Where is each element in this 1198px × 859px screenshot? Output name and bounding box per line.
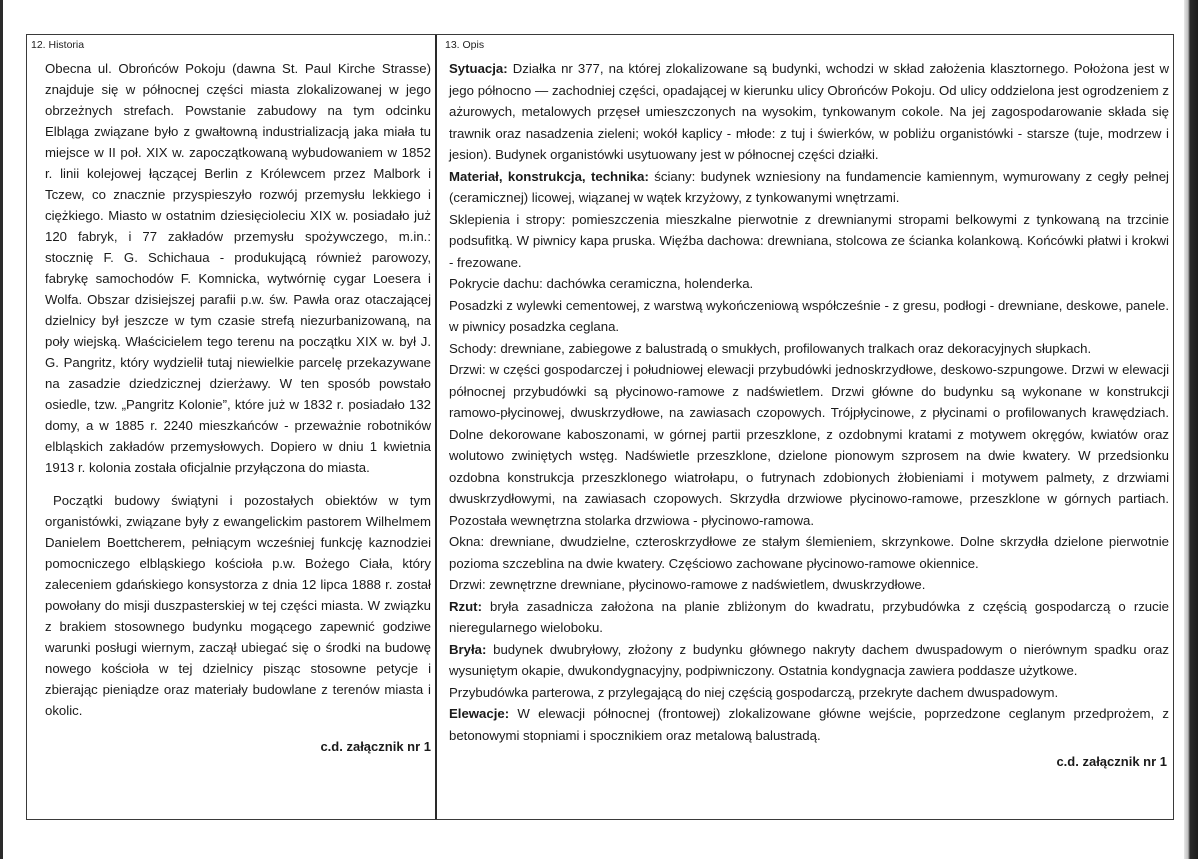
desc-mass bbox=[449, 639, 1169, 682]
history-heading: 12. Historia bbox=[31, 39, 85, 51]
desc-outer-doors: Drzwi: zewnętrzne drewniane, płycinowo-ramowe z nadświetlem, dwuskrzydłowe. bbox=[449, 577, 926, 592]
desc-roofing: Pokrycie dachu: dachówka ceramiczna, holenderka. bbox=[449, 276, 754, 291]
scan-edge-left bbox=[0, 0, 3, 859]
material-text: ściany: budynek wzniesiony na fundamencie kamiennym, wymurowany z cegły pełnej (ceramicznej) licowej, wiązanej w wątek krzyżowy, z tynkowanymi wnętrzami. bbox=[449, 168, 1169, 205]
desc-doors: Drzwi: w części gospodarczej i południowej elewacji przybudówki jednoskrzydłowe, deskowo-szpungowe. Drzwi w elewacji północnej przybudówki są płycinowo-ramowe z nadświetlem. Drzwi główne do budynku są wykonane w konstrukcji ramowo-płycinowej, dwuskrzydłowe, na zawiasach czopowych. Trójpłycinowe, z płycinami o profilowanych krawędziach. Dolne dekorowane kaboszonami, w górnej partii przeszklone, z ozdobnymi kratami z motywem okręgów, kwiatów oraz wolutowo zwiniętych wstęg. Nadświetle przeszklone, dzielone pionowym szprosem na dwie kwatery. W przedsionku ozdobna konstrukcja przeszklonego wiatrołapu, o futrynach zdobionych żłobieniami i motywem palmety, z drzwiami dwuskrzydłowymi, na zawiasach czopowych. Skrzydła drzwiowe płycinowo-ramowe, przeszklone w górnych partiach. Pozostała wewnętrzna stolarka drzwiowa - płycinowo-ramowa. bbox=[449, 362, 1169, 528]
desc-windows: Okna: drewniane, dwudzielne, czteroskrzydłowe ze stałym ślemieniem, skrzynkowe. Dolne skrzydła dzielone pierwotnie pozioma szczeblina na dwie kwatery. Częściowo zachowane płycinowo-ramowe okiennice. bbox=[449, 534, 1169, 571]
history-paragraph-2: Początki budowy świątyni i pozostałych obiektów w tym organistówki, związane były z ewangelickim pastorem Wilhelmem Danielem Boettcherem, pełniącym wcześniej funkcję kaznodziei pomocniczego elbląskiego kościoła p.w. Bożego Ciała, który zaleceniem gdańskiego konsystorza z dnia 12 lipca 1888 r. został powołany do misji duszpasterskiej w tej części miasta. W związku z brakiem stosownego budynku mogącego zapewnić godziwe warunki posługi wiernym, zaczął ubiegać się o środki na budowę nowego kościoła w tej dzielnicy pisząc stosowne petycje i zbierając pieniądze oraz materiały budowlane z terenów miasta i okolic. bbox=[45, 493, 431, 718]
desc-material bbox=[449, 166, 1169, 209]
desc-vaults: Sklepienia i stropy: pomieszczenia mieszkalne pierwotnie z drewnianymi stropami belkowymi z tynkowaną na trzcinie podsufitką. W piwnicy kapa pruska. Więźba dachowa: drewniana, stolcowa ze ścianka kolankową. Końcówki płatwi i krokwi - frezowane. bbox=[449, 211, 1169, 270]
plan-label: Rzut: bbox=[449, 598, 482, 614]
situation-label: Sytuacja: bbox=[449, 61, 508, 76]
elevations-label: Elewacje: bbox=[449, 706, 510, 721]
desc-situation bbox=[449, 58, 1169, 166]
description-column bbox=[445, 39, 1169, 769]
document-page bbox=[26, 34, 1174, 820]
mass-text: budynek dwubryłowy, złożony z budynku głównego nakryty dachem dwuspadowym o nierównym spadku oraz wysuniętym okapie, dwukondygnacyjny, podpiwniczony. Ostatnia kondygnacja zawiera poddasze użytkowe. bbox=[449, 641, 1169, 678]
desc-plan bbox=[449, 596, 1169, 639]
desc-floors: Posadzki z wylewki cementowej, z warstwą wykończeniową współcześnie - z gresu, podłogi - drewniane, deskowe, panele. w piwnicy posadzka ceglana. bbox=[449, 297, 1169, 334]
plan-text: bryła zasadnicza założona na planie zbliżonym do kwadratu, przybudówka z częścią gospodarczą o rzucie nieregularnego wieloboku. bbox=[449, 598, 1169, 635]
elevations-text: W elewacji północnej (frontowej) zlokalizowane główne wejście, poprzedzone ceglanym przedprożem, z betonowymi stopniami i spocznikiem oraz metalową balustradą. bbox=[449, 706, 1169, 743]
desc-elevations bbox=[449, 703, 1169, 746]
description-heading: 13. Opis bbox=[445, 39, 485, 51]
description-continuation-note: c.d. załącznik nr 1 bbox=[1056, 754, 1167, 769]
column-divider bbox=[435, 35, 437, 819]
situation-text: Działka nr 377, na której zlokalizowane są budynki, wchodzi w skład założenia klasztornego. Położona jest w jego północno — zachodniej części, opadającej w kierunku ulicy Obrońców Pokoju. Od ulicy oddzielona jest ogrodzeniem z ażurowych, metalowych przęseł umieszczonych na wysokim, tynkowanym cokole. Na jej zagospodarowanie składa się trawnik oraz nasadzenia zieleni; wokół kaplicy - młode: z tuj i świerków, w pobliżu organistówki - starsze (tuje, modrzew i jesion). Budynek organistówki usytuowany jest w północnej części działki. bbox=[449, 61, 1169, 162]
history-column bbox=[31, 39, 431, 754]
history-continuation-note: c.d. załącznik nr 1 bbox=[320, 739, 431, 754]
material-label: Materiał, konstrukcja, technika: bbox=[449, 168, 649, 184]
desc-stairs: Schody: drewniane, zabiegowe z balustradą o smukłych, profilowanych tralkach oraz dekoracyjnych słupkach. bbox=[449, 340, 1092, 356]
scan-edge-right bbox=[1184, 0, 1198, 859]
desc-annex: Przybudówka parterowa, z przylegającą do niej częścią gospodarczą, przekryte dachem dwuspadowym. bbox=[449, 684, 1059, 700]
history-paragraph-1: Obecna ul. Obrońców Pokoju (dawna St. Paul Kirche Strasse) znajduje się w północnej części miasta zlokalizowanej w jego obrzeżnych strefach. Powstanie zabudowy na tym odcinku Elbląga związane było z gwałtowną industrializacją jaka miała tu miejsce w II poł. XIX w. zapoczątkowaną wybudowaniem w 1852 r. linii kolejowej łączącej Berlin z Królewcem przez Malbork i Tczew, co znacznie przyspieszyło rozwój przemysłu lekkiego i ciężkiego. Miasto w ostatnim dziesięcioleciu XIX w. posiadało już 120 fabryk, i 77 zakładów przemysłu spożywczego, m.in.: stocznię F. G. Schichaua - produkującą również parowozy, fabrykę samochodów F. Komnicka, wytwórnię cygar Loesera i Wolfa. Obszar dzisiejszej parafii p.w. św. Pawła oraz otaczającej dzielnicy był jeszcze w tym czasie strefą niezurbanizowaną, na poły wiejską. Właścicielem tego terenu na początku XIX w. był J. G. Pangritz, który wydzielił tutaj niewielkie parcelę przekazywane na zasadzie dziedzicznej dzierżawy. W ten sposób powstało osiedle, tzw. „Pangritz Kolonie”, które już w 1832 r. posiadało 132 domy, a w 1885 r. 2240 mieszkańców - przeważnie robotników elbląskich zakładów przemysłowych. Dopiero w dniu 1 kwietnia 1913 r. kolonia została oficjalnie przyłączona do miasta. bbox=[45, 61, 431, 475]
mass-label: Bryła: bbox=[449, 641, 487, 657]
